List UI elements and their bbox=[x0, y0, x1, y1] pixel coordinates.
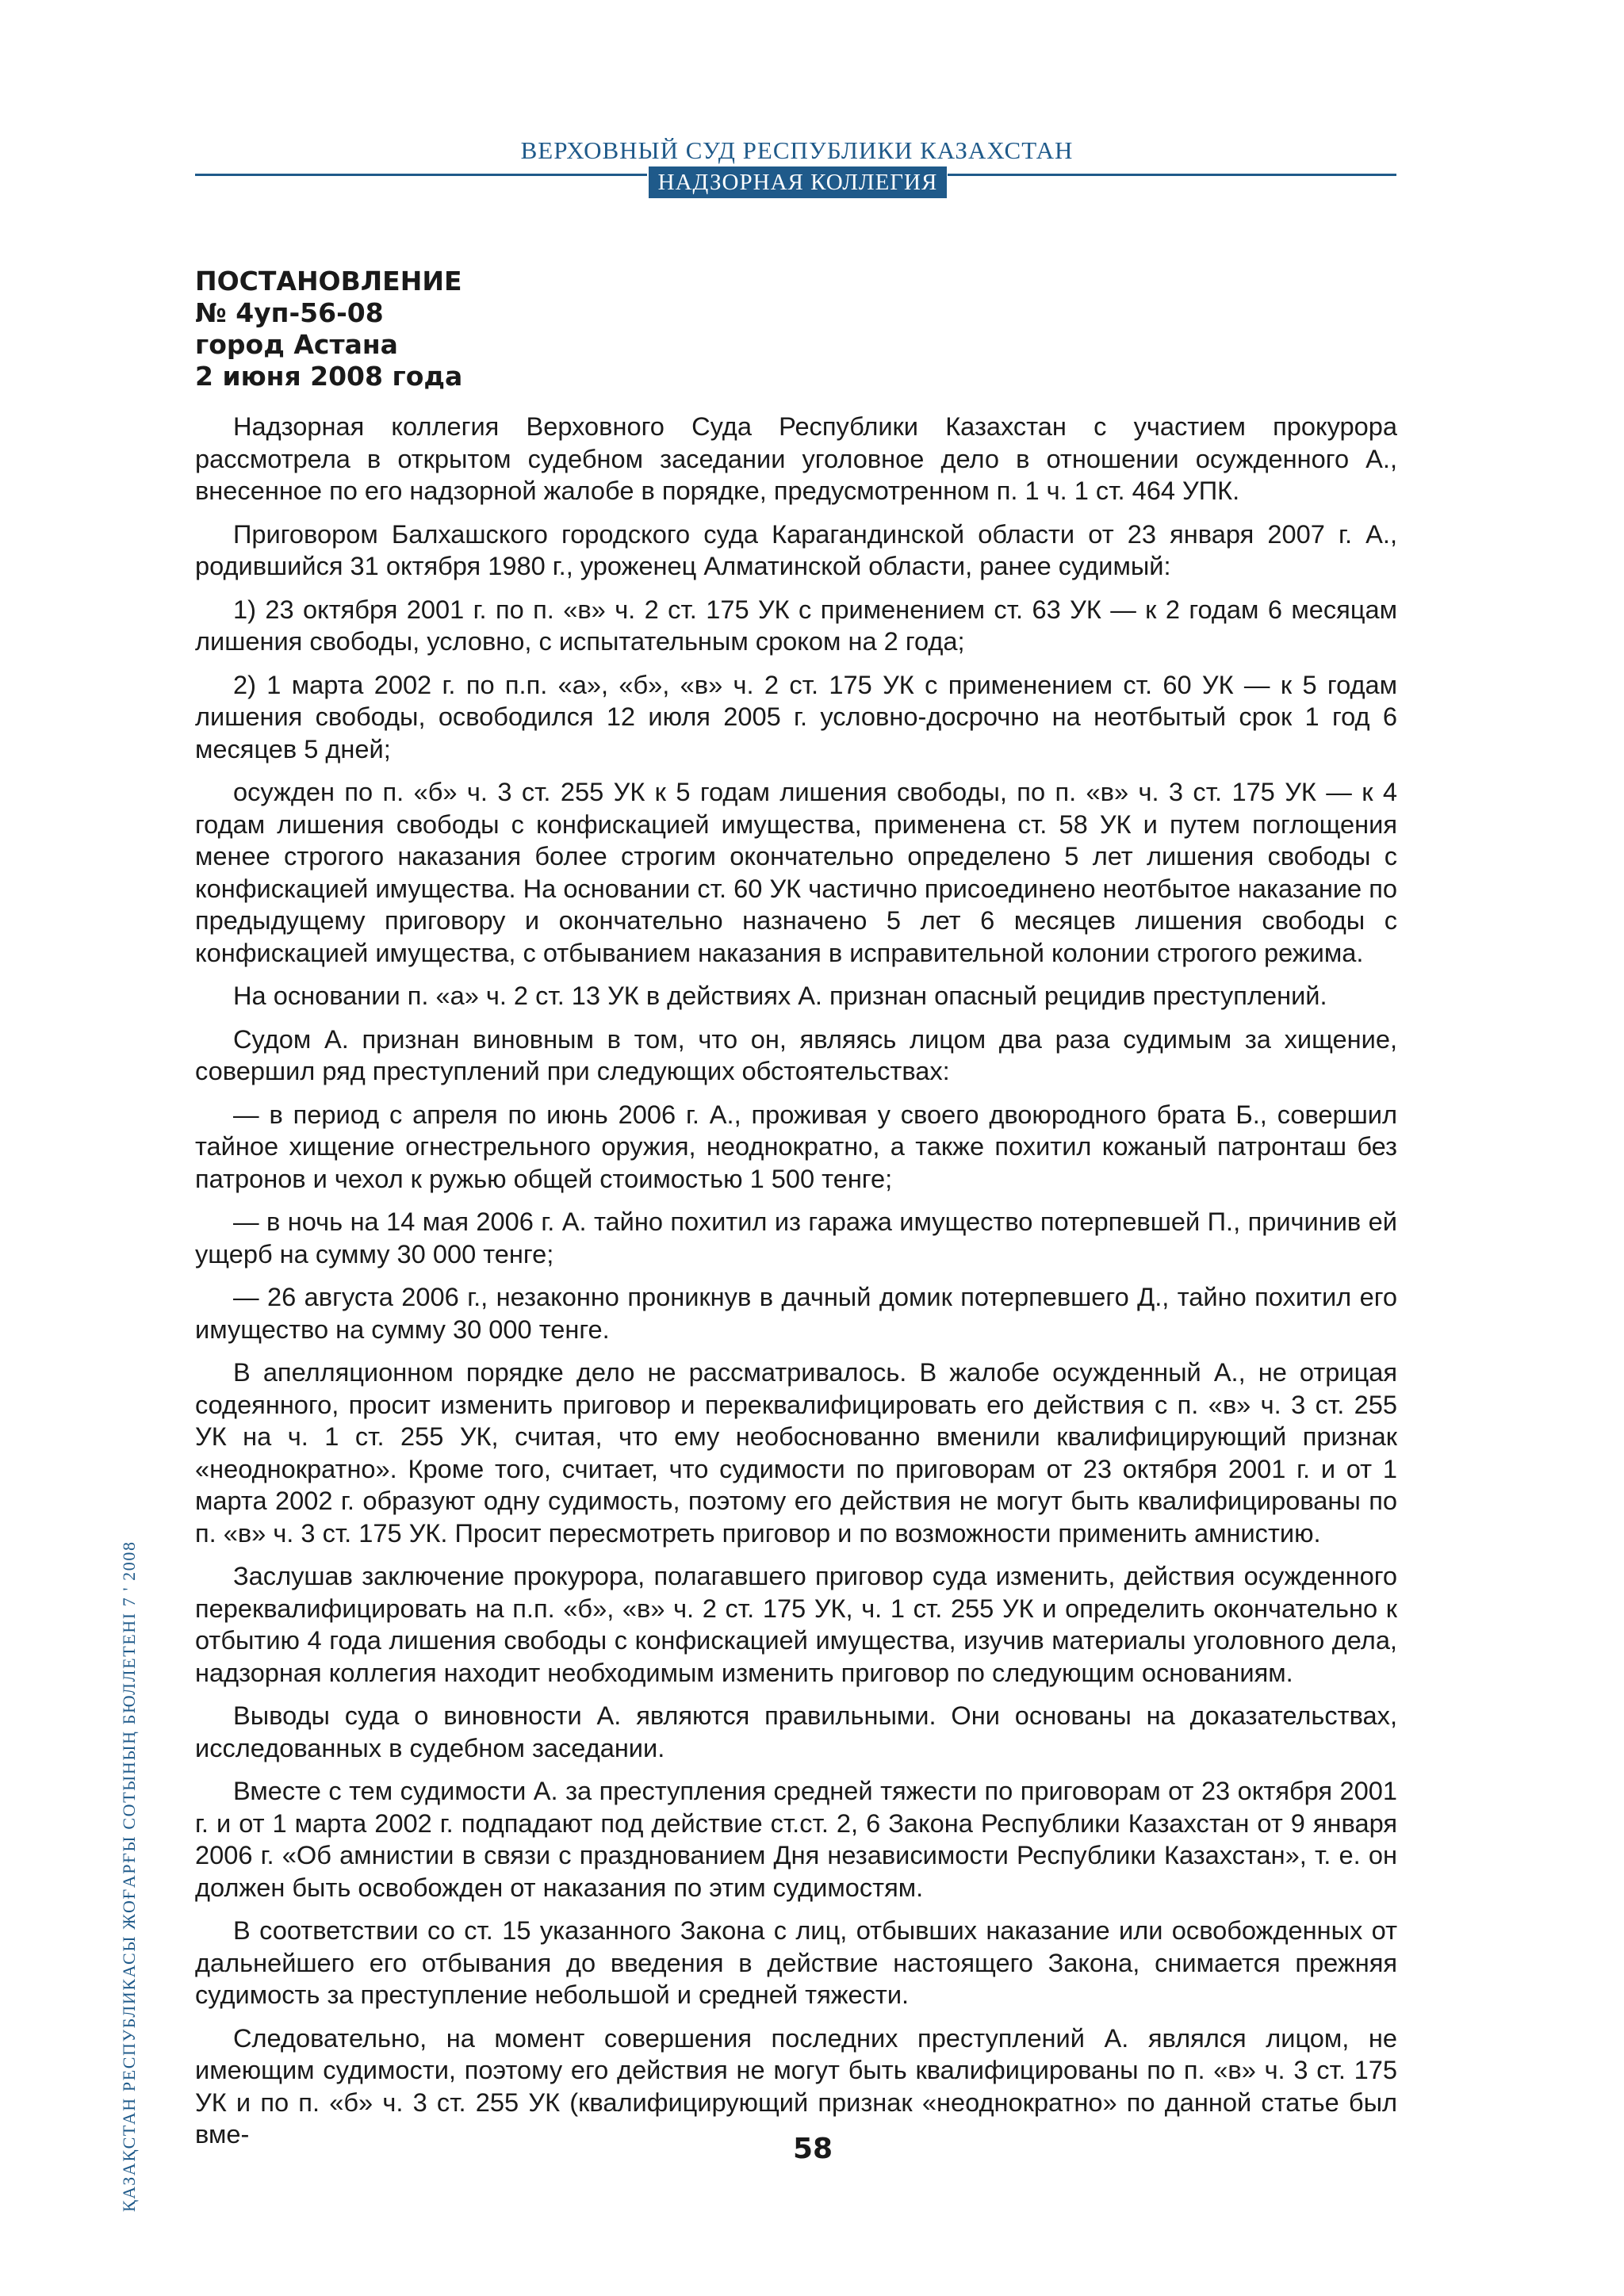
paragraph: Следовательно, на момент совершения последних преступлений А. являлся лицом, не имеющим судимости, поэтому его действия не могут быть квалифицированы по п. «в» ч. 3 ст. 175 УК и по п. «б» ч. 3 ст. 255 УК (квалифицирующий признак «неоднократно» по данной статье был вме- bbox=[195, 2022, 1397, 2149]
decree-type: ПОСТАНОВЛЕНИЕ bbox=[195, 266, 462, 297]
decree-number: № 4уп-56-08 bbox=[195, 297, 384, 328]
paragraph: Приговором Балхашского городского суда Карагандинской области от 23 января 2007 г. А., родившийся 31 октября 1980 г., уроженец Алматинской области, ранее судимый: bbox=[195, 519, 1397, 580]
decree-heading bbox=[195, 266, 462, 392]
paragraph: 2) 1 марта 2002 г. по п.п. «а», «б», «в» ч. 2 ст. 175 УК с применением ст. 60 УК — к 5 годам лишения свободы, освободился 12 июля 2005 г. условно-досрочно на неотбытый срок 1 год 6 месяцев 5 дней; bbox=[195, 669, 1397, 763]
paragraph: В апелляционном порядке дело не рассматривалось. В жалобе осужденный А., не отрицая содеянного, просит изменить приговор и переквалифицировать его действия с п. «в» ч. 3 ст. 255 УК на ч. 1 ст. 255 УК, считая, что ему необоснованно вменили квалифицирующий признак «неоднократно». Кроме того, считает, что судимости по приговорам от 23 октября 2001 г. и от 1 марта 2002 г. образуют одну судимость, поэтому его действия не могут быть квалифицированы по п. «в» ч. 3 ст. 175 УК. Просит пересмотреть приговор и по возможности применить амнистию. bbox=[195, 1357, 1397, 1548]
page-number: 58 bbox=[792, 2133, 833, 2165]
paragraph: 1) 23 октября 2001 г. по п. «в» ч. 2 ст. 175 УК с применением ст. 63 УК — к 2 годам 6 месяцам лишения свободы, условно, с испытательным сроком на 2 года; bbox=[195, 594, 1397, 656]
header-rule-left bbox=[195, 174, 647, 176]
header-rule-right bbox=[948, 174, 1396, 176]
paragraph: Надзорная коллегия Верховного Суда Республики Казахстан с участием прокурора рассмотрела в открытом судебном заседании уголовное дело в отношении осужденного А., внесенное по его надзорной жалобе в порядке, предусмотренном п. 1 ч. 1 ст. 464 УПК. bbox=[195, 411, 1397, 505]
paragraph: В соответствии со ст. 15 указанного Закона с лиц, отбывших наказание или освобожденных от дальнейшего его отбывания до введения в действие настоящего Закона, снимается прежняя судимость за преступление небольшой и средней тяжести. bbox=[195, 1915, 1397, 2009]
paragraph: Заслушав заключение прокурора, полагавшего приговор суда изменить, действия осужденного переквалифицировать на п.п. «б», «в» ч. 2 ст. 175 УК, ч. 1 ст. 255 УК и определить окончательно к отбытию 4 года лишения свободы с конфискацией имущества, изучив материалы уголовного дела, надзорная коллегия находит необходимым изменить приговор по следующим основаниям. bbox=[195, 1561, 1397, 1687]
page-header bbox=[0, 0, 1624, 206]
paragraph: Выводы суда о виновности А. являются правильными. Они основаны на доказательствах, исследованных в судебном заседании. bbox=[195, 1701, 1397, 1762]
paragraph: На основании п. «а» ч. 2 ст. 13 УК в действиях А. признан опасный рецидив преступлений. bbox=[233, 981, 1327, 1010]
paragraph: — 26 августа 2006 г., незаконно проникнув в дачный домик потерпевшего Д., тайно похитил его имущество на сумму 30 000 тенге. bbox=[195, 1282, 1397, 1344]
bulletin-side-caption: ҚАЗАҚСТАН РЕСПУБЛИКАСЫ ЖОҒАРҒЫ СОТЫНЫҢ БЮЛЛЕТЕНІ 7 ' 2008 bbox=[119, 1540, 139, 2212]
paragraph: — в период с апреля по июнь 2006 г. А., проживая у своего двоюродного брата Б., совершил тайное хищение огнестрельного оружия, неоднократно, а также похитил кожаный патронташ без патронов и чехол к ружью общей стоимостью 1 500 тенге; bbox=[195, 1099, 1397, 1193]
decree-date: 2 июня 2008 года bbox=[195, 361, 463, 392]
paragraph: осужден по п. «б» ч. 3 ст. 255 УК к 5 годам лишения свободы, по п. «в» ч. 3 ст. 175 УК — к 4 годам лишения свободы с конфискацией имущества, применена ст. 58 УК и путем поглощения менее строгого наказания более строгим окончательно определено 5 лет лишения свободы с конфискацией имущества. На основании ст. 60 УК частично присоединено неотбытое наказание по предыдущему приговору и окончательно назначено 5 лет 6 месяцев лишения свободы с конфискацией имущества, с отбыванием наказания в исправительной колонии строгого режима. bbox=[195, 777, 1397, 967]
paragraph: Судом А. признан виновным в том, что он, являясь лицом два раза судимым за хищение, совершил ряд преступлений при следующих обстоятельствах: bbox=[195, 1024, 1397, 1085]
paragraph: — в ночь на 14 мая 2006 г. А. тайно похитил из гаража имущество потерпевшей П., причинив ей ущерб на сумму 30 000 тенге; bbox=[195, 1207, 1397, 1269]
college-badge: НАДЗОРНАЯ КОЛЛЕГИЯ bbox=[649, 166, 947, 198]
decree-city: город Астана bbox=[195, 329, 398, 360]
paragraph: Вместе с тем судимости А. за преступления средней тяжести по приговорам от 23 октября 2001 г. и от 1 марта 2002 г. подпадают под действие ст.ст. 2, 6 Закона Республики Казахстан от 9 января 2006 г. «Об амнистии в связи с празднованием Дня независимости Республики Казахстан», т. е. он должен быть освобожден от наказания по этим судимостям. bbox=[195, 1776, 1397, 1902]
court-title: ВЕРХОВНЫЙ СУД РЕСПУБЛИКИ КАЗАХСТАН bbox=[520, 136, 1074, 164]
decree-body bbox=[195, 411, 1397, 2162]
